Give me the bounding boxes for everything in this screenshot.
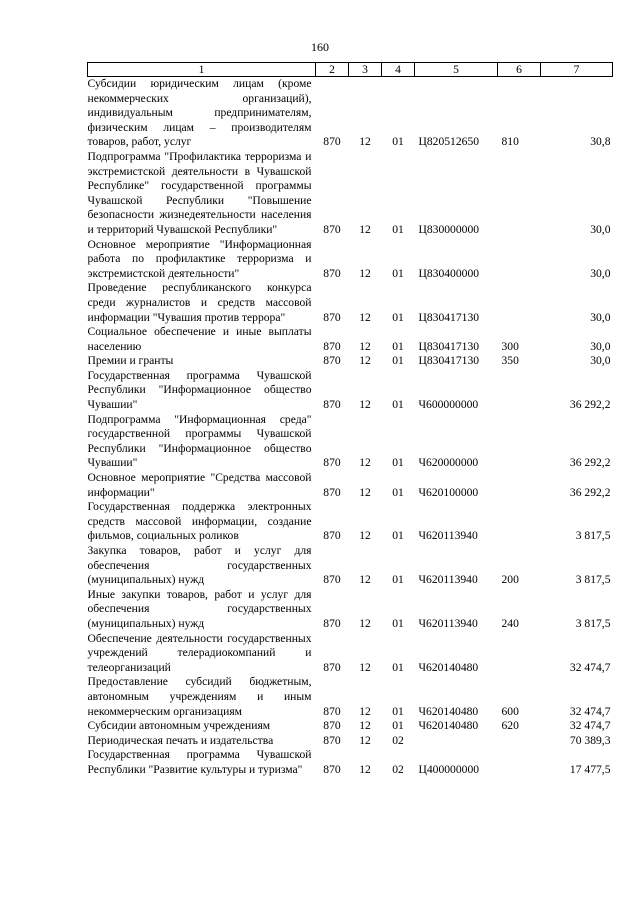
- row-expense-type: [498, 413, 541, 471]
- row-ministry-code: 870: [323, 222, 341, 236]
- row-subsection-code: 01: [392, 266, 404, 280]
- row-amount: 32 474,7: [569, 660, 611, 674]
- row-name-cell: Субсидии юридическим лицам (кроме некоммерческих организаций), индивидуальным предпринимателям, физическим лицам – производителям товаров, работ, услуг: [87, 77, 312, 149]
- table-row: [88, 500, 613, 544]
- row-target-article: Ц830400000: [418, 266, 480, 280]
- row-amount: 30,0: [590, 222, 611, 236]
- row-target-article: Ц830417130: [418, 310, 480, 324]
- row-target-article: Ч620113940: [418, 616, 478, 630]
- row-expense-type: 810: [501, 135, 519, 149]
- table-row: [88, 675, 613, 719]
- row-section-code: 12: [359, 398, 371, 412]
- row-target-article: Ч620000000: [418, 456, 479, 470]
- row-amount: 32 474,7: [569, 719, 611, 733]
- row-section-code: 12: [359, 616, 371, 630]
- row-amount: 30,0: [590, 339, 611, 353]
- row-expense-type: [498, 471, 541, 500]
- row-name-cell: Обеспечение деятельности государственных учреждений телерадиокомпаний и телеорганизаций: [87, 631, 312, 674]
- header-col-3: 3: [349, 63, 382, 77]
- row-section-code: 12: [359, 456, 371, 470]
- row-target-article: Ц830417130: [418, 339, 480, 353]
- row-section-code: 12: [359, 660, 371, 674]
- row-ministry-code: 870: [323, 310, 341, 324]
- row-section-code: 12: [359, 762, 371, 776]
- row-name-cell: Периодическая печать и издательства: [87, 733, 274, 747]
- table-row: [88, 354, 613, 369]
- row-amount: 70 389,3: [569, 733, 611, 747]
- row-ministry-code: 870: [323, 529, 341, 543]
- row-name-cell: Основное мероприятие "Средства массовой информации": [87, 471, 312, 499]
- row-name-cell: Предоставление субсидий бюджетным, автономным учреждениям и иным некоммерческим организациям: [87, 675, 312, 718]
- header-col-2: 2: [316, 63, 349, 77]
- header-col-5: 5: [415, 63, 498, 77]
- row-subsection-code: 01: [392, 573, 404, 587]
- row-section-code: 12: [359, 135, 371, 149]
- table-row: [88, 413, 613, 471]
- budget-table: [87, 62, 613, 778]
- table-row: [88, 588, 613, 632]
- row-ministry-code: 870: [323, 616, 341, 630]
- row-name-cell: Премии и гранты: [87, 354, 174, 368]
- row-amount: 36 292,2: [569, 398, 611, 412]
- row-name-cell: Иные закупки товаров, работ и услуг для обеспечения государственных (муниципальных) нужд: [87, 587, 312, 630]
- row-name-cell: Закупка товаров, работ и услуг для обеспечения государственных (муниципальных) нужд: [87, 544, 312, 587]
- row-ministry-code: 870: [323, 485, 341, 499]
- table-row: [88, 325, 613, 354]
- row-target-article: Ч600000000: [418, 398, 479, 412]
- table-row: [88, 77, 613, 150]
- row-amount: 30,8: [590, 135, 611, 149]
- row-target-article: Ч620100000: [418, 485, 479, 499]
- header-col-1: 1: [88, 63, 316, 77]
- row-section-code: 12: [359, 704, 371, 718]
- table-row: [88, 238, 613, 282]
- row-name-cell: Основное мероприятие "Информационная работа по профилактике терроризма и экстремистской деятельности": [87, 237, 312, 280]
- row-expense-type: 620: [501, 719, 519, 733]
- row-expense-type: 600: [501, 704, 519, 718]
- row-target-article: Ц820512650: [418, 135, 480, 149]
- row-ministry-code: 870: [323, 660, 341, 674]
- table-row: [88, 150, 613, 238]
- row-subsection-code: 01: [392, 339, 404, 353]
- row-expense-type: [498, 500, 541, 544]
- row-expense-type: 300: [501, 339, 519, 353]
- row-target-article: Ч620113940: [418, 529, 478, 543]
- page-number: 160: [311, 40, 329, 54]
- row-subsection-code: 01: [392, 310, 404, 324]
- row-section-code: 12: [359, 733, 371, 747]
- row-expense-type: [498, 281, 541, 325]
- row-ministry-code: 870: [323, 733, 341, 747]
- row-ministry-code: 870: [323, 719, 341, 733]
- row-ministry-code: 870: [323, 704, 341, 718]
- row-target-article: Ц830000000: [418, 222, 480, 236]
- row-expense-type: [498, 369, 541, 413]
- row-name-cell: Субсидии автономным учреждениям: [87, 719, 271, 733]
- table-row: [88, 369, 613, 413]
- row-expense-type: [498, 632, 541, 676]
- table-row: [88, 748, 613, 777]
- row-subsection-code: 02: [392, 733, 404, 747]
- row-target-article: Ч620140480: [418, 704, 479, 718]
- row-expense-type: [498, 150, 541, 238]
- row-ministry-code: 870: [323, 573, 341, 587]
- row-subsection-code: 01: [392, 354, 404, 368]
- row-name-cell: Государственная программа Чувашской Республики "Развитие культуры и туризма": [87, 748, 312, 776]
- row-section-code: 12: [359, 485, 371, 499]
- row-subsection-code: 01: [392, 660, 404, 674]
- row-subsection-code: 01: [392, 135, 404, 149]
- row-ministry-code: 870: [323, 354, 341, 368]
- table-row: [88, 632, 613, 676]
- row-section-code: 12: [359, 354, 371, 368]
- table-row: [88, 719, 613, 734]
- row-expense-type: 350: [501, 354, 519, 368]
- row-section-code: 12: [359, 310, 371, 324]
- row-expense-type: [498, 748, 541, 777]
- row-section-code: 12: [359, 719, 371, 733]
- table-row: [88, 544, 613, 588]
- header-col-4: 4: [382, 63, 415, 77]
- row-name-cell: Подпрограмма "Информационная среда" государственной программы Чувашской Республики "Информационное общество Чувашии": [87, 412, 312, 470]
- row-subsection-code: 01: [392, 719, 404, 733]
- row-name-cell: Проведение республиканского конкурса среди журналистов и средств массовой информации "Чувашия против террора": [87, 281, 312, 324]
- row-expense-type: 240: [501, 616, 519, 630]
- row-ministry-code: 870: [323, 456, 341, 470]
- row-name-cell: Социальное обеспечение и иные выплаты населению: [87, 325, 312, 353]
- row-target-article: Ч620140480: [418, 660, 479, 674]
- header-col-6: 6: [498, 63, 541, 77]
- row-expense-type: [498, 238, 541, 282]
- row-expense-type: 200: [501, 573, 519, 587]
- row-section-code: 12: [359, 266, 371, 280]
- row-subsection-code: 01: [392, 704, 404, 718]
- row-ministry-code: 870: [323, 339, 341, 353]
- row-ministry-code: 870: [323, 762, 341, 776]
- row-ministry-code: 870: [323, 398, 341, 412]
- row-ministry-code: 870: [323, 135, 341, 149]
- row-amount: 30,0: [590, 266, 611, 280]
- row-subsection-code: 01: [392, 616, 404, 630]
- header-row: [88, 63, 613, 77]
- row-amount: 36 292,2: [569, 485, 611, 499]
- row-target-article: [415, 734, 498, 749]
- row-subsection-code: 01: [392, 529, 404, 543]
- row-target-article: Ч620140480: [418, 719, 479, 733]
- row-name-cell: Государственная поддержка электронных средств массовой информации, создание фильмов, социальных роликов: [87, 500, 312, 543]
- row-section-code: 12: [359, 222, 371, 236]
- row-section-code: 12: [359, 573, 371, 587]
- row-subsection-code: 01: [392, 456, 404, 470]
- row-amount: 32 474,7: [569, 704, 611, 718]
- row-amount: 3 817,5: [575, 616, 611, 630]
- table-row: [88, 734, 613, 749]
- row-amount: 3 817,5: [575, 529, 611, 543]
- row-amount: 30,0: [590, 310, 611, 324]
- row-subsection-code: 02: [392, 762, 404, 776]
- row-amount: 30,0: [590, 354, 611, 368]
- row-expense-type: [498, 734, 541, 749]
- row-subsection-code: 01: [392, 485, 404, 499]
- row-name-cell: Подпрограмма "Профилактика терроризма и экстремистской деятельности в Чувашской Республике" государственной программы Чувашской Республики "Повышение безопасности жизнедеятельности населения и территорий Чувашской Республики": [87, 149, 312, 236]
- row-section-code: 12: [359, 529, 371, 543]
- row-subsection-code: 01: [392, 222, 404, 236]
- table-row: [88, 471, 613, 500]
- row-ministry-code: 870: [323, 266, 341, 280]
- row-name-cell: Государственная программа Чувашской Республики "Информационное общество Чувашии": [87, 368, 312, 412]
- header-col-7: 7: [541, 63, 613, 77]
- row-amount: 3 817,5: [575, 573, 611, 587]
- table-body: [88, 77, 613, 778]
- row-subsection-code: 01: [392, 398, 404, 412]
- row-amount: 17 477,5: [569, 762, 611, 776]
- row-section-code: 12: [359, 339, 371, 353]
- row-target-article: Ц830417130: [418, 354, 480, 368]
- row-target-article: Ч620113940: [418, 573, 478, 587]
- table-row: [88, 281, 613, 325]
- row-target-article: Ц400000000: [418, 762, 480, 776]
- row-amount: 36 292,2: [569, 456, 611, 470]
